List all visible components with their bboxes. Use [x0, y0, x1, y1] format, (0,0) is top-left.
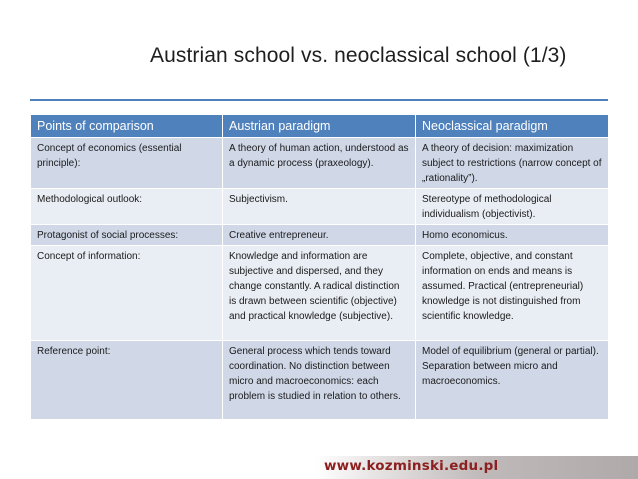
- cell-austrian: Knowledge and information are subjective and dispersed, and they change constantly. A radical distinction is drawn between scientific (objective) and practical knowledge (subjective).: [223, 245, 416, 340]
- cell-point: Methodological outlook:: [31, 188, 223, 224]
- slide-title: Austrian school vs. neoclassical school (1/3): [150, 44, 567, 67]
- header-points-of-comparison: Points of comparison: [31, 115, 223, 137]
- table-row: [31, 137, 608, 188]
- footer-logo-banner: [316, 456, 638, 479]
- cell-neoclassical: Stereotype of methodological individualism (objectivist).: [416, 188, 608, 224]
- cell-austrian: Subjectivism.: [223, 188, 416, 224]
- cell-austrian: General process which tends toward coordination. No distinction between micro and macroeconomics: each problem is studied in relation to others.: [223, 340, 416, 419]
- comparison-table: [31, 115, 608, 419]
- cell-neoclassical: Homo economicus.: [416, 224, 608, 245]
- cell-point: Reference point:: [31, 340, 223, 419]
- table-row: [31, 245, 608, 340]
- table-row: [31, 224, 608, 245]
- cell-austrian: Creative entrepreneur.: [223, 224, 416, 245]
- table-row: [31, 340, 608, 419]
- cell-neoclassical: Model of equilibrium (general or partial). Separation between micro and macroeconomics.: [416, 340, 608, 419]
- cell-point: Protagonist of social processes:: [31, 224, 223, 245]
- table-header-row: [31, 115, 608, 137]
- cell-austrian: A theory of human action, understood as a dynamic process (praxeology).: [223, 137, 416, 188]
- logo-url-text: www.kozminski.edu.pl: [324, 458, 499, 474]
- title-underline: [30, 99, 608, 101]
- cell-neoclassical: A theory of decision: maximization subject to restrictions (narrow concept of „rationality”).: [416, 137, 608, 188]
- header-neoclassical-paradigm: Neoclassical paradigm: [416, 115, 608, 137]
- header-austrian-paradigm: Austrian paradigm: [223, 115, 416, 137]
- cell-point: Concept of economics (essential principle):: [31, 137, 223, 188]
- table-row: [31, 188, 608, 224]
- cell-point: Concept of information:: [31, 245, 223, 340]
- cell-neoclassical: Complete, objective, and constant information on ends and means is assumed. Practical (entrepreneurial) knowledge is not distinguished from scientific knowledge.: [416, 245, 608, 340]
